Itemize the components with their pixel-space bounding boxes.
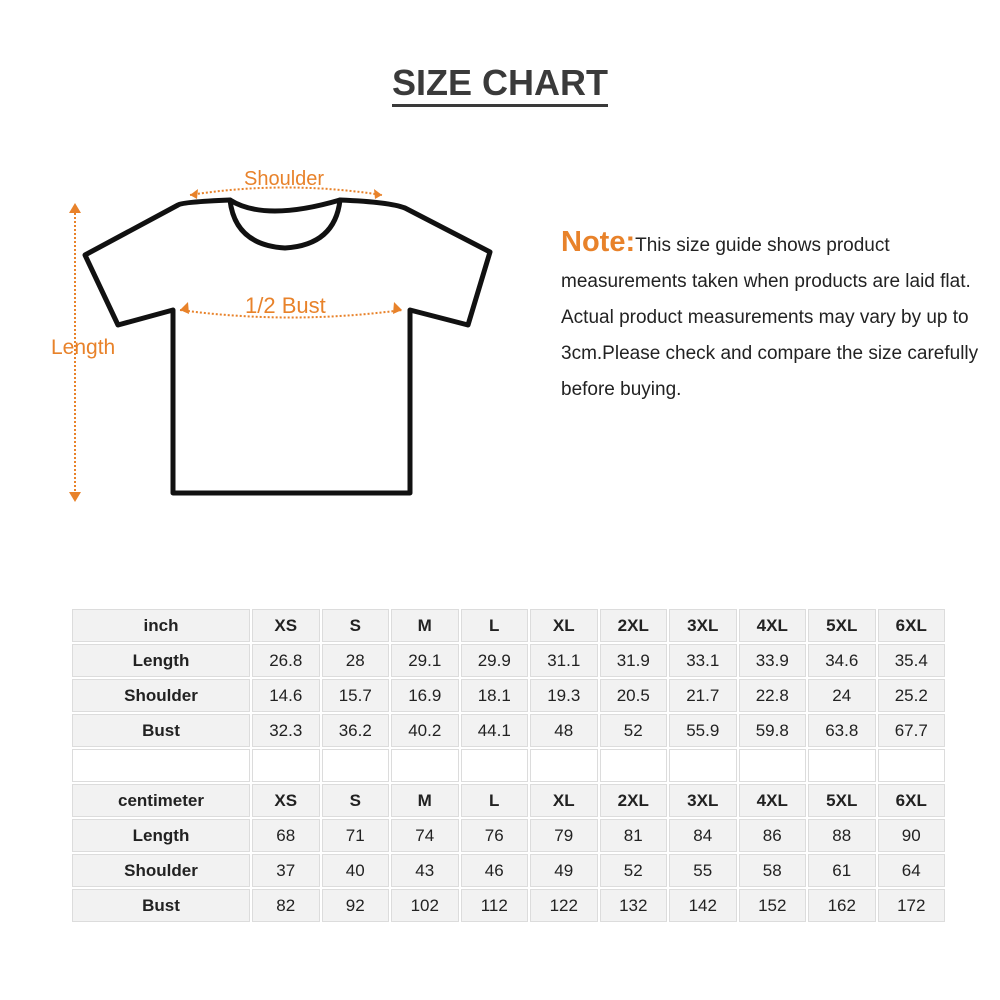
size-header: 3XL <box>669 784 737 817</box>
empty-cell <box>600 749 668 782</box>
empty-cell <box>461 749 529 782</box>
shoulder-arrowhead-right <box>374 189 382 199</box>
size-header: S <box>322 784 390 817</box>
table-cell: 64 <box>878 854 946 887</box>
size-header: L <box>461 784 529 817</box>
table-cell: 55 <box>669 854 737 887</box>
empty-cell <box>808 749 876 782</box>
empty-cell <box>252 749 320 782</box>
size-header: 6XL <box>878 609 946 642</box>
size-header: 2XL <box>600 609 668 642</box>
table-cell: 68 <box>252 819 320 852</box>
row-label: Length <box>72 644 250 677</box>
table-cell: 71 <box>322 819 390 852</box>
table-cell: 33.9 <box>739 644 807 677</box>
table-cell: 33.1 <box>669 644 737 677</box>
size-header: 6XL <box>878 784 946 817</box>
unit-cell: inch <box>72 609 250 642</box>
table-cell: 63.8 <box>808 714 876 747</box>
table-row <box>72 644 945 677</box>
table-cell: 90 <box>878 819 946 852</box>
table-cell: 58 <box>739 854 807 887</box>
table-cell: 84 <box>669 819 737 852</box>
table-cell: 15.7 <box>322 679 390 712</box>
table-cell: 67.7 <box>878 714 946 747</box>
size-header: 5XL <box>808 784 876 817</box>
table-cell: 14.6 <box>252 679 320 712</box>
note-heading: Note: <box>561 226 636 258</box>
empty-cell <box>739 749 807 782</box>
table-cell: 112 <box>461 889 529 922</box>
table-cell: 52 <box>600 714 668 747</box>
row-label: Bust <box>72 889 250 922</box>
table-cell: 25.2 <box>878 679 946 712</box>
table-cell: 49 <box>530 854 598 887</box>
table-cell: 35.4 <box>878 644 946 677</box>
empty-cell <box>878 749 946 782</box>
empty-cell <box>391 749 459 782</box>
table-cell: 61 <box>808 854 876 887</box>
table-cell: 132 <box>600 889 668 922</box>
size-header: 4XL <box>739 609 807 642</box>
page-title: SIZE CHART <box>0 62 1000 104</box>
table-cell: 142 <box>669 889 737 922</box>
table-cell: 48 <box>530 714 598 747</box>
size-header: XL <box>530 784 598 817</box>
table-cell: 34.6 <box>808 644 876 677</box>
table-cell: 21.7 <box>669 679 737 712</box>
row-label: Length <box>72 819 250 852</box>
table-cell: 79 <box>530 819 598 852</box>
table-cell: 162 <box>808 889 876 922</box>
table-cell: 31.9 <box>600 644 668 677</box>
size-header: M <box>391 609 459 642</box>
table-cell: 102 <box>391 889 459 922</box>
size-header: XS <box>252 609 320 642</box>
table-cell: 43 <box>391 854 459 887</box>
size-header: M <box>391 784 459 817</box>
table-cell: 31.1 <box>530 644 598 677</box>
table-cell: 82 <box>252 889 320 922</box>
table-cell: 40.2 <box>391 714 459 747</box>
table-cell: 81 <box>600 819 668 852</box>
length-arrowhead-top <box>69 203 81 213</box>
inch-header-row <box>72 609 945 642</box>
spacer-row <box>72 749 945 782</box>
table-cell: 22.8 <box>739 679 807 712</box>
row-label: Bust <box>72 714 250 747</box>
empty-cell <box>669 749 737 782</box>
empty-cell <box>72 749 250 782</box>
table-cell: 59.8 <box>739 714 807 747</box>
table-row <box>72 714 945 747</box>
table-cell: 46 <box>461 854 529 887</box>
shoulder-label: Shoulder <box>244 168 325 190</box>
table-cell: 76 <box>461 819 529 852</box>
table-cell: 55.9 <box>669 714 737 747</box>
size-header: 3XL <box>669 609 737 642</box>
size-header: XL <box>530 609 598 642</box>
table-cell: 88 <box>808 819 876 852</box>
table-cell: 37 <box>252 854 320 887</box>
table-row <box>72 854 945 887</box>
table-cell: 122 <box>530 889 598 922</box>
bust-label: 1/2 Bust <box>245 293 326 318</box>
size-header: 5XL <box>808 609 876 642</box>
table-row <box>72 819 945 852</box>
length-label: Length <box>51 336 116 359</box>
table-cell: 86 <box>739 819 807 852</box>
size-header: XS <box>252 784 320 817</box>
table-cell: 44.1 <box>461 714 529 747</box>
size-note <box>561 224 981 408</box>
tshirt-outline <box>85 200 490 493</box>
size-header: 4XL <box>739 784 807 817</box>
table-cell: 18.1 <box>461 679 529 712</box>
size-header: S <box>322 609 390 642</box>
table-cell: 32.3 <box>252 714 320 747</box>
table-cell: 29.9 <box>461 644 529 677</box>
table-cell: 29.1 <box>391 644 459 677</box>
cm-header-row <box>72 784 945 817</box>
row-label: Shoulder <box>72 679 250 712</box>
table-row <box>72 679 945 712</box>
table-cell: 19.3 <box>530 679 598 712</box>
table-row <box>72 889 945 922</box>
table-cell: 26.8 <box>252 644 320 677</box>
row-label: Shoulder <box>72 854 250 887</box>
table-cell: 74 <box>391 819 459 852</box>
table-cell: 40 <box>322 854 390 887</box>
table-cell: 172 <box>878 889 946 922</box>
note-text: This size guide shows product measurements taken when products are laid flat. Actual product measurements may vary by up to 3cm.Please check and compare the size carefully before buying. <box>561 235 979 400</box>
length-arrowhead-bottom <box>69 492 81 502</box>
empty-cell <box>322 749 390 782</box>
size-table <box>70 607 947 924</box>
table-cell: 152 <box>739 889 807 922</box>
empty-cell <box>530 749 598 782</box>
table-cell: 52 <box>600 854 668 887</box>
table-cell: 36.2 <box>322 714 390 747</box>
table-cell: 28 <box>322 644 390 677</box>
table-cell: 16.9 <box>391 679 459 712</box>
table-cell: 20.5 <box>600 679 668 712</box>
table-cell: 92 <box>322 889 390 922</box>
table-cell: 24 <box>808 679 876 712</box>
size-header: L <box>461 609 529 642</box>
unit-cell: centimeter <box>72 784 250 817</box>
size-header: 2XL <box>600 784 668 817</box>
